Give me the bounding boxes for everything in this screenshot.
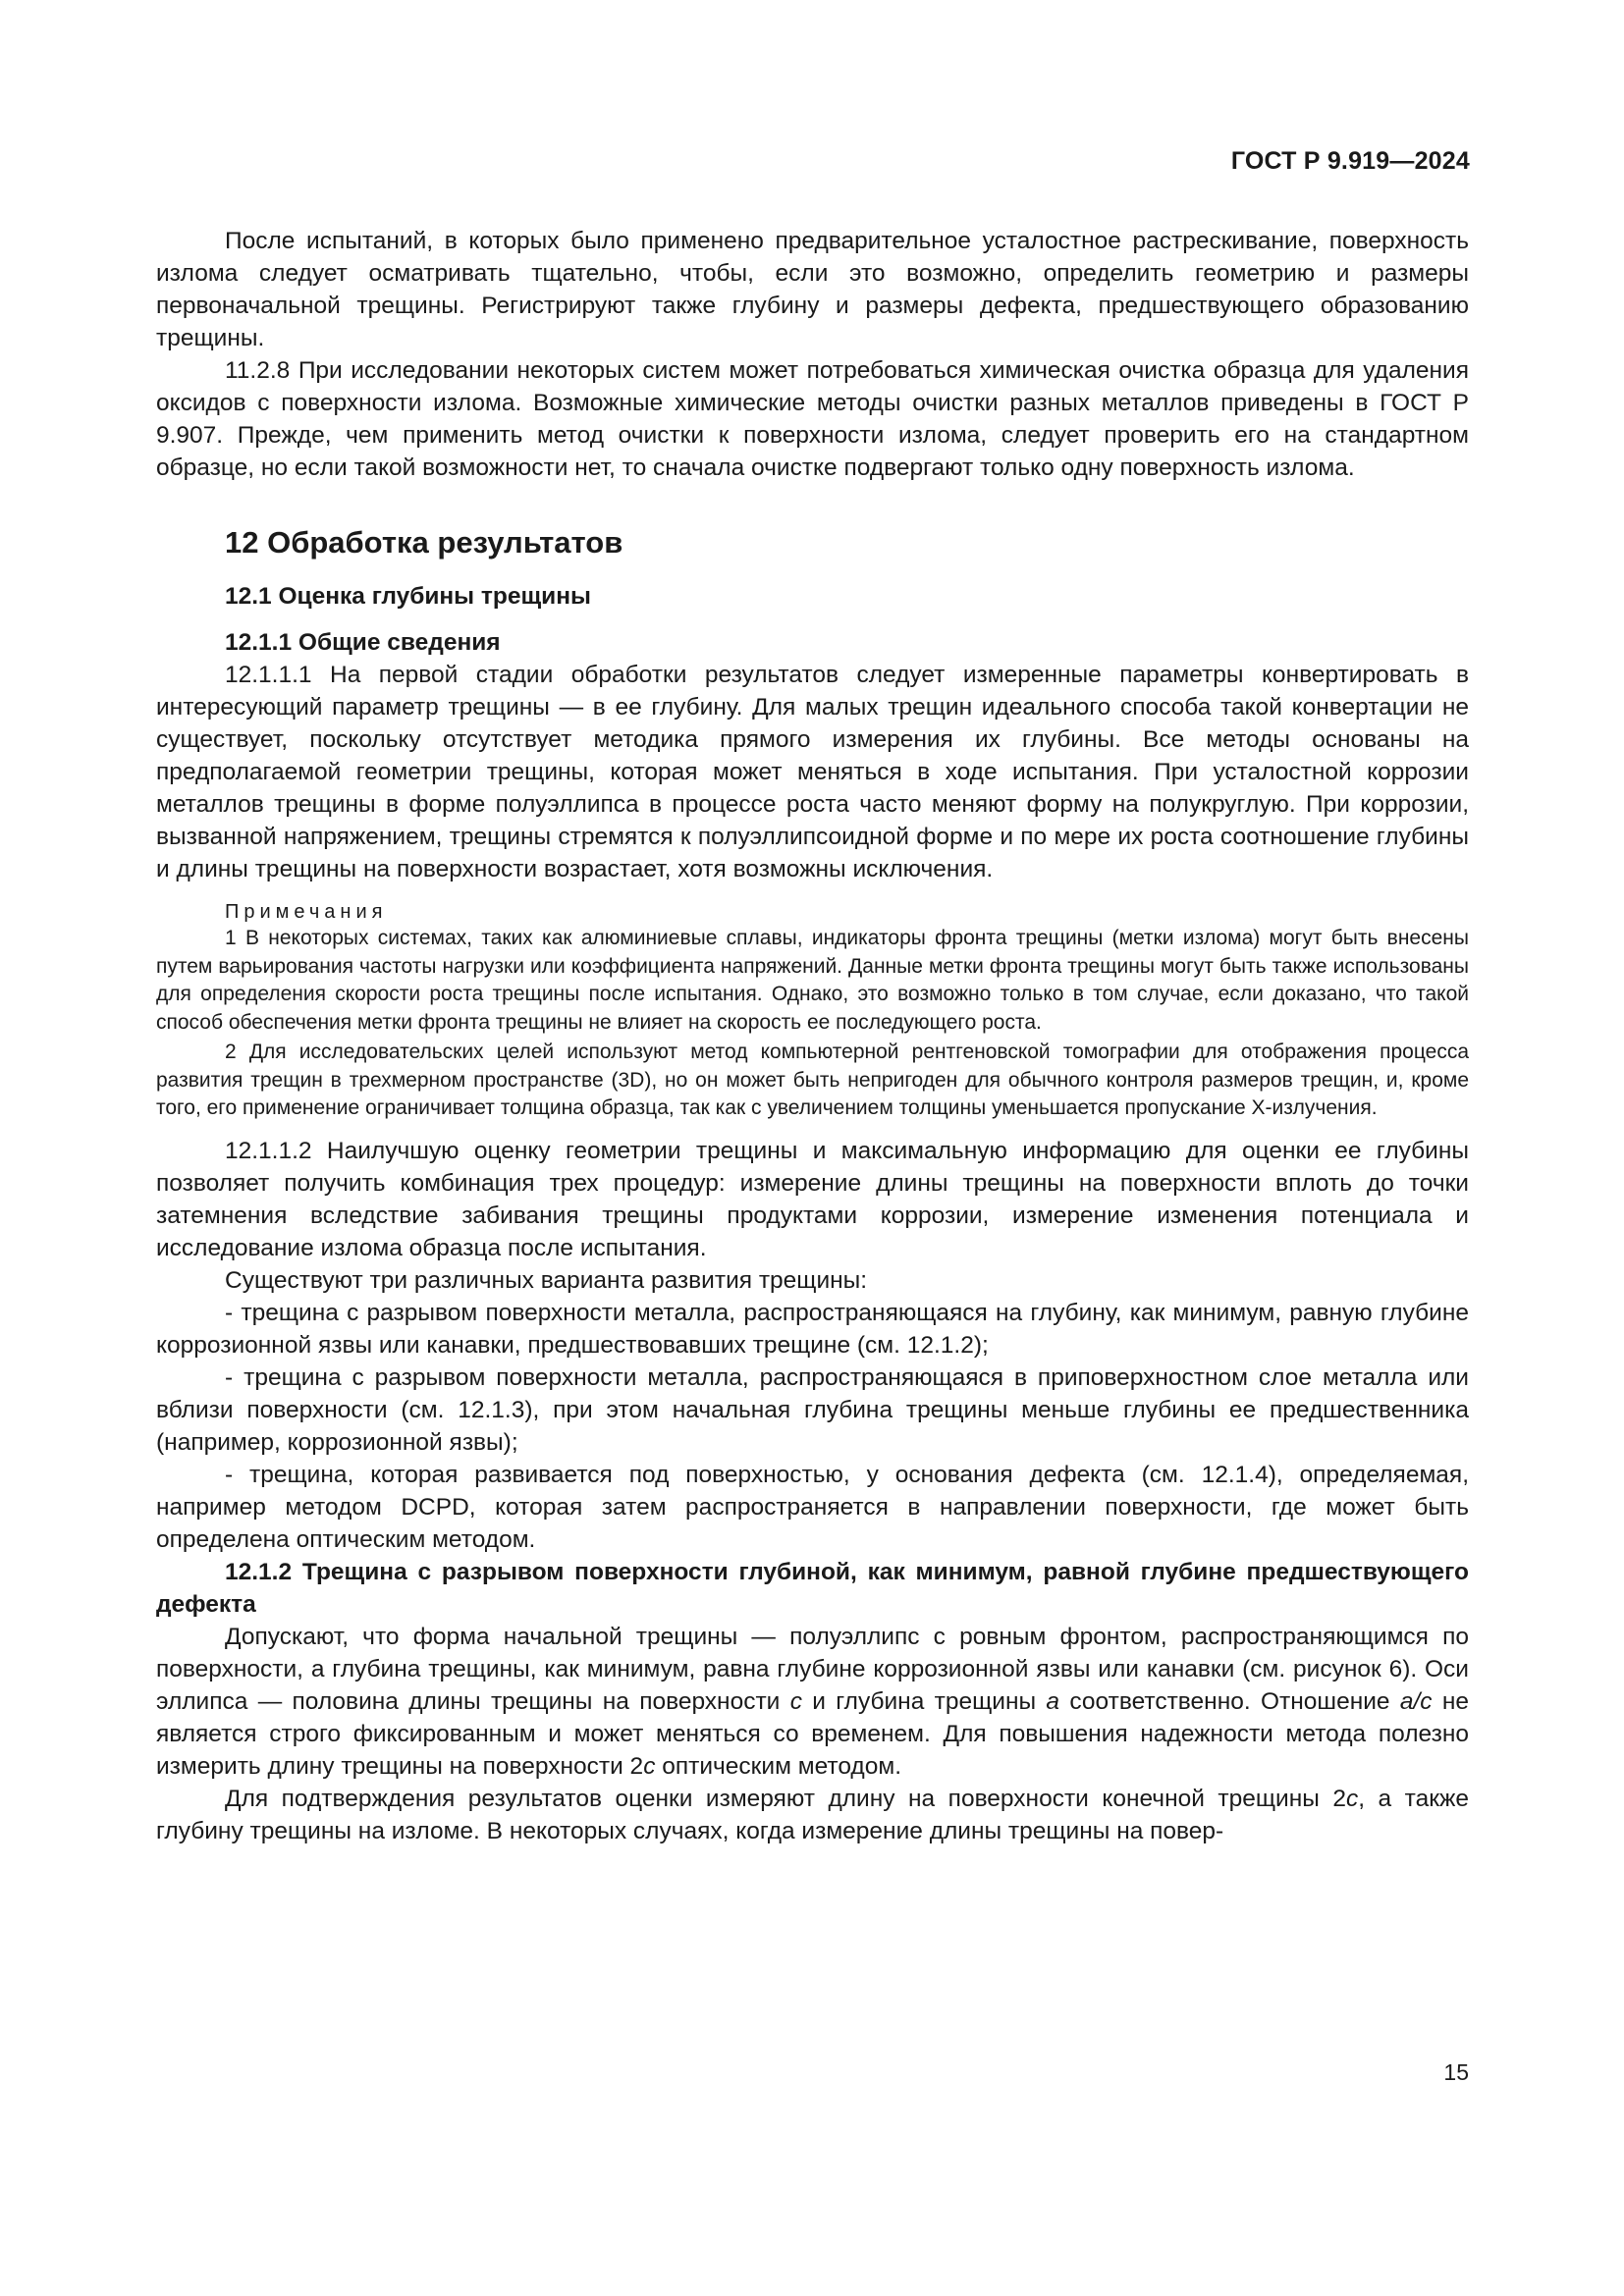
- paragraph-crack-variants: Существуют три различных варианта развития трещины:: [225, 1266, 868, 1294]
- paragraph-confirmation: [156, 1783, 1469, 1847]
- text-fragment: оптическим методом.: [655, 1752, 902, 1780]
- section-12-1-heading: 12.1 Оценка глубины трещины: [225, 583, 591, 610]
- paragraph-12-1-2: [156, 1621, 1469, 1783]
- list-item-variant-2: - трещина с разрывом поверхности металла, распространяющаяся в приповерхностном слое металла или вблизи поверхности (см. 12.1.3), при этом начальная глубина трещины меньше глубины ее предшественника (например, коррозионной язвы);: [156, 1363, 1469, 1456]
- paragraph-12-1-1-1: 12.1.1.1 На первой стадии обработки результатов следует измеренные параметры конвертировать в интересующий параметр трещины — в ее глубину. Для малых трещин идеального способа такой конвертации не существует, поскольку отсутствует методика прямого измерения их глубины. Все методы основаны на предполагаемой геометрии трещины, которая может меняться в ходе испытания. При усталостной коррозии металлов трещины в форме полуэллипса в процессе роста часто меняют форму на полукруглую. При коррозии, вызванной напряжением, трещины стремятся к полуэллипсоидной форме и по мере их роста соотношение глубины и длины трещины на поверхности возрастает, хотя возможны исключения.: [156, 662, 1469, 882]
- list-item-variant-1: - трещина с разрывом поверхности металла, распространяющаяся на глубину, как минимум, равную глубине коррозионной язвы или канавки, предшествовавших трещине (см. 12.1.2);: [156, 1299, 1469, 1359]
- text-fragment: , а также глубину трещины на изломе. В некоторых случаях, когда измерение длины трещины на повер-: [156, 1785, 1469, 1844]
- ratio-a-c: a/c: [1399, 1687, 1433, 1715]
- text-fragment: Для подтверждения результатов оценки измеряют длину на поверхности конечной трещины 2: [225, 1785, 1346, 1812]
- page-number: 15: [1443, 2059, 1469, 2085]
- section-12-1-1-heading: 12.1.1 Общие сведения: [225, 629, 501, 656]
- paragraph-11-2-8: 11.2.8 При исследовании некоторых систем может потребоваться химическая очистка образца для удаления оксидов с поверхности излома. Возможные химические методы очистки разных металлов приведены в ГОСТ Р 9.907. Прежде, чем применить метод очистки к поверхности излома, следует проверить его на стандартном образце, но если такой возможности нет, то сначала очистке подвергают только одну поверхность излома.: [156, 357, 1469, 481]
- text-fragment: Допускают, что форма начальной трещины — полуэллипс с ровным фронтом, распространяющимся по поверхности, а глубина трещины, как минимум, равна глубине коррозионной язвы или канавки (см. рисунок 6). Оси эллипса — половина длины трещины на поверхности: [156, 1623, 1469, 1715]
- section-12-heading: 12 Обработка результатов: [225, 525, 623, 560]
- note-2: 2 Для исследовательских целей используют метод компьютерной рентгеновской томографии для отображения процесса развития трещин в трехмерном пространстве (3D), но он может быть непригоден для обычного контроля размеров трещин, и, кроме того, его применение ограничивает толщина образца, так как с увеличением толщины уменьшается пропускание X-излучения.: [156, 1041, 1469, 1119]
- variable-c: c: [1346, 1785, 1359, 1812]
- text-fragment: не является строго фиксированным и может меняться со временем. Для повышения надежности метода полезно измерить длину трещины на поверхности 2: [156, 1687, 1469, 1780]
- paragraph-after-tests: После испытаний, в которых было применено предварительное усталостное растрескивание, поверхность излома следует осматривать тщательно, чтобы, если это возможно, определить геометрию и размеры первоначальной трещины. Регистрируют также глубину и размеры дефекта, предшествующего образованию трещины.: [156, 228, 1469, 351]
- variable-c: c: [643, 1752, 656, 1780]
- document-body: [156, 225, 1469, 1847]
- text-fragment: и глубина трещины: [801, 1687, 1047, 1715]
- note-1: 1 В некоторых системах, таких как алюминиевые сплавы, индикаторы фронта трещины (метки излома) могут быть внесены путем варьирования частоты нагрузки или коэффициента напряжений. Данные метки фронта трещины могут быть также использованы для определения скорости роста трещины после испытания. Однако, это возможно только в том случае, если доказано, что такой способ обеспечения метки фронта трещины не влияет на скорость ее последующего роста.: [156, 927, 1469, 1034]
- text-fragment: соответственно. Отношение: [1059, 1687, 1400, 1715]
- notes-heading: Примечания: [225, 901, 388, 923]
- document-header: ГОСТ Р 9.919—2024: [1230, 147, 1470, 175]
- variable-c: c: [789, 1687, 802, 1715]
- variable-a: a: [1046, 1687, 1060, 1715]
- list-item-variant-3: - трещина, которая развивается под поверхностью, у основания дефекта (см. 12.1.4), определяемая, например методом DCPD, которая затем распространяется в направлении поверхности, где может быть определена оптическим методом.: [156, 1461, 1469, 1553]
- paragraph-12-1-1-2: 12.1.1.2 Наилучшую оценку геометрии трещины и максимальную информацию для оценки ее глубины позволяет получить комбинация трех процедур: измерение длины трещины на поверхности вплоть до точки затемнения вследствие забивания трещины продуктами коррозии, измерение изменения потенциала и исследование излома образца после испытания.: [156, 1137, 1469, 1261]
- section-12-1-2-heading: 12.1.2 Трещина с разрывом поверхности глубиной, как минимум, равной глубине предшествующего дефекта: [156, 1558, 1469, 1618]
